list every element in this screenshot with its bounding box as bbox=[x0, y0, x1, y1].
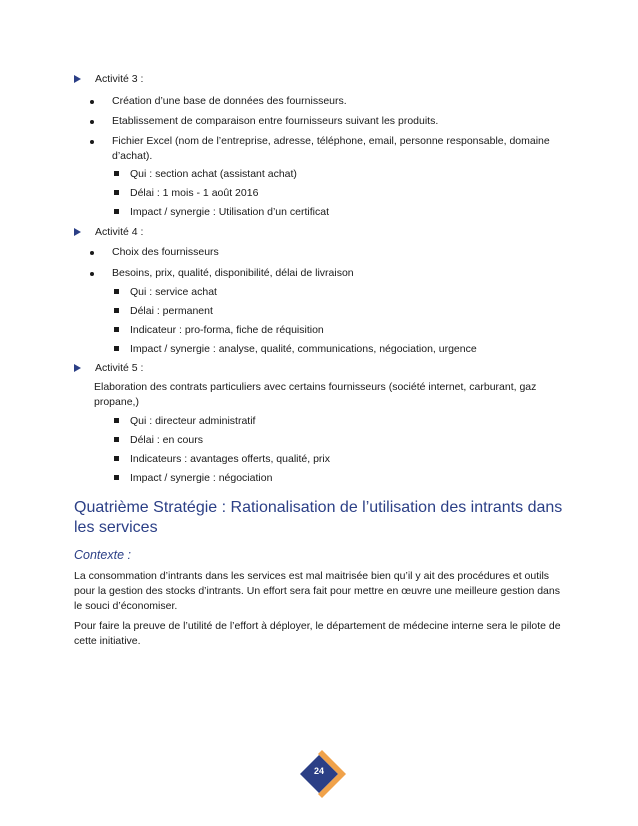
bullet-dot-icon bbox=[90, 120, 94, 124]
square-bullet-icon bbox=[114, 190, 119, 195]
page-number: 24 bbox=[313, 766, 324, 776]
context-label: Contexte : bbox=[74, 548, 131, 562]
arrow-bullet-icon bbox=[74, 228, 81, 236]
bullet-dot-icon bbox=[90, 140, 94, 144]
bullet-dot-icon bbox=[90, 251, 94, 255]
activity-5-text: Elaboration des contrats particuliers avec certains fournisseurs (société internet, carburant, gaz propane,) bbox=[94, 381, 537, 408]
square-bullet-icon bbox=[114, 437, 119, 442]
square-bullet-icon bbox=[114, 327, 119, 332]
paragraph: La consommation d’intrants dans les services est mal maitrisée bien qu’il y ait des procédures et outils pour la gestion des stocks d’intrants. Un effort sera fait pour mettre en œuvre une meilleure gestion dans le souci d’économiser. bbox=[74, 570, 560, 612]
square-bullet-icon bbox=[114, 171, 119, 176]
square-bullet-icon bbox=[114, 346, 119, 351]
square-bullet-icon bbox=[114, 418, 119, 423]
section-heading: Quatrième Stratégie : Rationalisation de l’utilisation des intrants dans les services bbox=[74, 499, 563, 536]
square-bullet-icon bbox=[114, 456, 119, 461]
arrow-bullet-icon bbox=[74, 364, 81, 372]
square-bullet-icon bbox=[114, 289, 119, 294]
square-bullet-icon bbox=[114, 209, 119, 214]
square-bullet-icon bbox=[114, 308, 119, 313]
document-page: Activité 3 : Création d’une base de données des fournisseurs. Etablissement de comparaison entre fournisseurs suivant les produits. Fichier Excel (nom de l’entreprise, adresse, téléphone, email, personne responsable, domaine d’achat). Qui : section achat (assistant achat) Délai : 1 mois - 1 août 2016 Impact / synergie : Utilisation d’un certificat Activité 4 : Choix des fournisseurs Besoins, prix, qualité, disponibilité, délai de livraison Qui : service achat Délai : permanent Indicateur : pro-forma, fiche de réquisition Impact / synergie : analyse, qualité, communications, négociation, urgence Activité 5 : Elaboration des contrats particuliers avec certains fournisseurs (société internet, carburant, gaz propane,) Qui : directeur administratif Délai : en cours Indicateurs : avantages offerts, qualité, prix Impact / synergie : négociation Quatrième Stratégie : Rationalisation de l’utilisation des intrants dans les services Contexte : La consommation d’intrants dans les services est mal maitrisée bien qu’il y ait des procédures et outils pour la gestion des stocks d’intrants. Un effort sera fait pour mettre en œuvre une meilleure gestion dans le souci d’économiser. Pour faire la preuve de l’utilité de l’effort à déployer, le département de médecine interne sera le pilote de cette initiative. 24 bbox=[0, 0, 638, 826]
square-bullet-icon bbox=[114, 475, 119, 480]
bullet-dot-icon bbox=[90, 272, 94, 276]
arrow-bullet-icon bbox=[74, 75, 81, 83]
bullet-dot-icon bbox=[90, 100, 94, 104]
paragraph: Pour faire la preuve de l’utilité de l’effort à déployer, le département de médecine interne sera le pilote de cette initiative. bbox=[74, 620, 561, 647]
